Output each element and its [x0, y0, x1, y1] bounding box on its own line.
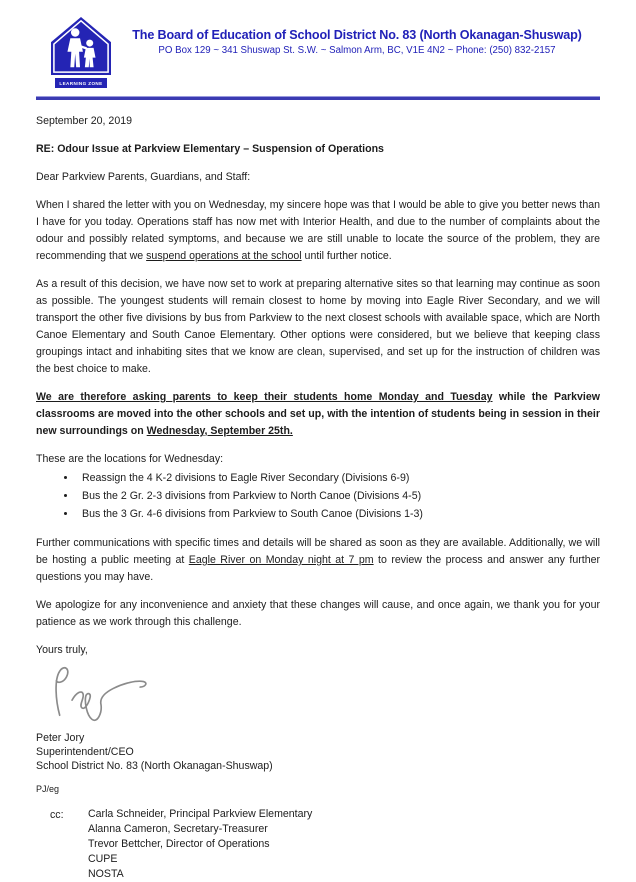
- closing: Yours truly,: [36, 644, 88, 656]
- cc-section: [36, 807, 600, 882]
- paragraph-3-text: while the Parkview classrooms are moved into the other schools and set up, with the intention of students being in session in their new surroundings on: [36, 391, 600, 437]
- cc-name: Carla Schneider, Principal Parkview Elementary: [88, 808, 313, 821]
- cc-name: Trevor Bettcher, Director of Operations: [88, 838, 270, 851]
- paragraph-1-underline: suspend operations at the school: [146, 250, 302, 262]
- org-name: The Board of Education of School District No. 83 (North Okanagan-Shuswap): [132, 28, 582, 42]
- signer-org: School District No. 83 (North Okanagan-Shuswap): [36, 759, 273, 772]
- paragraph-2: As a result of this decision, we have now set to work at preparing alternative sites so that learning may continue as soon as possible. The youngest students will remain closest to home by moving into Eagle River Secondary, and we will transport the other five divisions by bus from Parkview to the next closest schools with available space, which are North Canoe Elementary and South Canoe Elementary. Other options were considered, but we believe that keeping class groupings intact and inhabiting sites that we know are clean, supervised, and set up for the instruction of children was the best choice to make.: [36, 278, 600, 375]
- signer-title: Superintendent/CEO: [36, 745, 134, 758]
- paragraph-3-underline-2: Wednesday, September 25th.: [146, 425, 293, 437]
- school-zone-sign-icon: [50, 16, 112, 76]
- cc-name: Alanna Cameron, Secretary-Treasurer: [88, 823, 268, 836]
- list-item: • Bus the 2 Gr. 2-3 divisions from Parkview to North Canoe (Divisions 4-5): [77, 488, 600, 505]
- signer-name: Peter Jory: [36, 732, 85, 744]
- salutation: Dear Parkview Parents, Guardians, and Staff:: [36, 171, 251, 183]
- handwritten-signature: [44, 663, 162, 729]
- list-item: • Reassign the 4 K-2 divisions to Eagle River Secondary (Divisions 6-9): [77, 470, 600, 487]
- paragraph-4-text-end: to review the process and answer any further questions you may have.: [36, 554, 601, 583]
- paragraph-4-text: Further communications with specific times and details will be shared as soon as they are available. Additionally, we will be hosting a public meeting at: [36, 537, 600, 566]
- paragraph-1-text: When I shared the letter with you on Wednesday, my sincere hope was that I would be able to give you better news than I have for you today. Operations staff has now met with Interior Health, and due to the number of complaints about the odour and possibly related symptoms, and because we are still unable to locate the source of the problem, they are recommending that we: [36, 199, 600, 262]
- district-logo: [48, 16, 114, 88]
- subject-line: RE: Odour Issue at Parkview Elementary – Suspension of Operations: [36, 143, 384, 155]
- paragraph-1: [36, 197, 600, 265]
- logo-banner: LEARNING ZONE: [55, 78, 106, 88]
- paragraph-4: [36, 535, 600, 586]
- letter-date: September 20, 2019: [36, 115, 133, 127]
- paragraph-3: [36, 389, 600, 440]
- letterhead: [0, 0, 636, 88]
- signature-block: [36, 732, 600, 773]
- locations-intro: These are the locations for Wednesday:: [36, 453, 224, 465]
- paragraph-3-underline-1: We are therefore asking parents to keep their students home Monday and Tuesday: [36, 391, 493, 403]
- letterhead-text: [114, 16, 600, 56]
- cc-names: [88, 807, 312, 882]
- cc-name: CUPE: [88, 853, 118, 866]
- cc-label: cc:: [50, 809, 64, 822]
- cc-name: NOSTA: [88, 868, 124, 881]
- org-address: PO Box 129 ~ 341 Shuswap St. S.W. ~ Salmon Arm, BC, V1E 4N2 ~ Phone: (250) 832-2157: [158, 45, 556, 56]
- paragraph-1-text-end: until further notice.: [301, 250, 392, 262]
- locations-list: [36, 470, 600, 523]
- paragraph-5: We apologize for any inconvenience and anxiety that these changes will cause, and once again, we thank you for your patience as we work through this challenge.: [36, 599, 600, 628]
- paragraph-4-underline: Eagle River on Monday night at 7 pm: [188, 554, 374, 566]
- letter-body: [0, 100, 636, 882]
- list-item: • Bus the 3 Gr. 4-6 divisions from Parkview to South Canoe (Divisions 1-3): [77, 506, 600, 523]
- typist-initials: PJ/eg: [36, 784, 60, 795]
